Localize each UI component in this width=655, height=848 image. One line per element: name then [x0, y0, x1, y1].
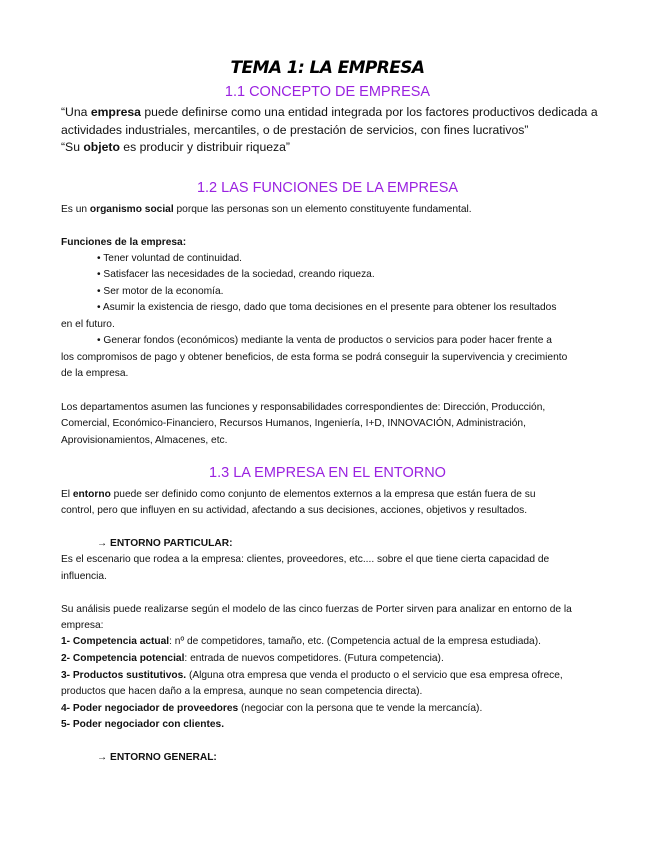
- bullet-continuidad: • Tener voluntad de continuidad.: [97, 253, 242, 264]
- arrow-right-icon: →: [97, 752, 108, 763]
- bold-term: 3- Productos sustitutivos.: [61, 670, 187, 681]
- subheading-label: ENTORNO PARTICULAR:: [110, 538, 233, 549]
- section-heading-entorno: 1.3 LA EMPRESA EN EL ENTORNO: [209, 465, 446, 481]
- bold-term: 2- Competencia potencial: [61, 653, 185, 664]
- entorno-general-heading: [97, 750, 217, 766]
- page-title: TEMA 1: LA EMPRESA: [230, 58, 425, 78]
- bullet-fondos-cont2: de la empresa.: [61, 368, 129, 379]
- bullet-fondos-cont: los compromisos de pago y obtener beneficios, de esta forma se podrá conseguir la supervivencia y crecimiento: [61, 352, 568, 363]
- force-5: [61, 717, 224, 733]
- force-3: [61, 668, 563, 684]
- bullet-riesgo: • Asumir la existencia de riesgo, dado que toma decisiones en el presente para obtener los resultados: [97, 302, 557, 313]
- bullet-motor: • Ser motor de la economía.: [97, 286, 224, 297]
- bold-term: entorno: [72, 489, 111, 500]
- section-heading-concepto: 1.1 CONCEPTO DE EMPRESA: [224, 84, 431, 100]
- bold-term: 4- Poder negociador de proveedores: [61, 703, 239, 714]
- force-2: [61, 651, 444, 667]
- funciones-label: Funciones de la empresa:: [61, 237, 187, 248]
- entorno-definition: [61, 487, 536, 503]
- bullet-necesidades: • Satisfacer las necesidades de la sociedad, creando riqueza.: [97, 269, 375, 280]
- text-run: Es un: [61, 204, 90, 215]
- force-4: [61, 701, 482, 717]
- entorno-particular-heading: [97, 536, 232, 552]
- text-run: : nº de competidores, tamaño, etc. (Competencia actual de la empresa estudiada).: [169, 636, 541, 647]
- quote-objeto: [61, 139, 290, 156]
- bullet-fondos: • Generar fondos (económicos) mediante la venta de productos o servicios para poder hacer frente a: [97, 335, 552, 346]
- bold-term: empresa: [90, 105, 141, 119]
- subheading-label: ENTORNO GENERAL:: [110, 752, 217, 763]
- text-run: (Alguna otra empresa que venda el producto o el servicio que esa empresa ofrece,: [186, 670, 563, 681]
- bold-term: organismo social: [89, 204, 174, 215]
- text-run: puede ser definido como conjunto de elementos externos a la empresa que están fuera de su: [110, 489, 536, 500]
- bold-term: 1- Competencia actual: [61, 636, 170, 647]
- arrow-right-icon: →: [97, 538, 108, 549]
- bold-term: objeto: [83, 140, 120, 154]
- text-run: “Su: [61, 140, 84, 154]
- porter-intro-cont: empresa:: [61, 620, 104, 631]
- text-run: porque las personas son un elemento constituyente fundamental.: [173, 204, 472, 215]
- bullet-riesgo-cont: en el futuro.: [61, 319, 115, 330]
- section-heading-funciones: 1.2 LAS FUNCIONES DE LA EMPRESA: [196, 180, 459, 196]
- force-3-cont: productos que hacen daño a la empresa, aunque no sean competencia directa).: [61, 686, 423, 697]
- porter-intro: Su análisis puede realizarse según el modelo de las cinco fuerzas de Porter sirven para analizar en entorno de la: [61, 604, 572, 615]
- force-1: [61, 634, 541, 650]
- entorno-definition-cont: control, pero que influyen en su actividad, afectando a sus decisiones, acciones, objetivos y resultados.: [61, 505, 528, 516]
- particular-desc: Es el escenario que rodea a la empresa: clientes, proveedores, etc.... sobre el que tiene cierta capacidad de: [61, 554, 550, 565]
- text-run: (negociar con la persona que te vende la mercancía).: [238, 703, 483, 714]
- particular-desc-cont: influencia.: [61, 571, 107, 582]
- text-run: : entrada de nuevos competidores. (Futura competencia).: [184, 653, 444, 664]
- departamentos-line3: Aprovisionamientos, Almacenes, etc.: [61, 435, 228, 446]
- quote-definition-cont: actividades industriales, mercantiles, o de prestación de servicios, con fines lucrativos”: [61, 123, 529, 137]
- text-run: El: [61, 489, 73, 500]
- quote-definition: [61, 104, 598, 121]
- departamentos-line2: Comercial, Económico-Financiero, Recursos Humanos, Ingeniería, I+D, INNOVACIÓN, Administración,: [61, 418, 526, 429]
- text-run: “Una: [61, 105, 91, 119]
- bold-term: 5- Poder negociador con clientes.: [61, 719, 225, 730]
- text-run: es producir y distribuir riqueza”: [119, 140, 290, 154]
- departamentos-line1: Los departamentos asumen las funciones y responsabilidades correspondientes de: Dirección, Producción,: [61, 402, 546, 413]
- organismo-social-text: [61, 202, 472, 218]
- text-run: puede definirse como una entidad integrada por los factores productivos dedicada a: [140, 105, 598, 119]
